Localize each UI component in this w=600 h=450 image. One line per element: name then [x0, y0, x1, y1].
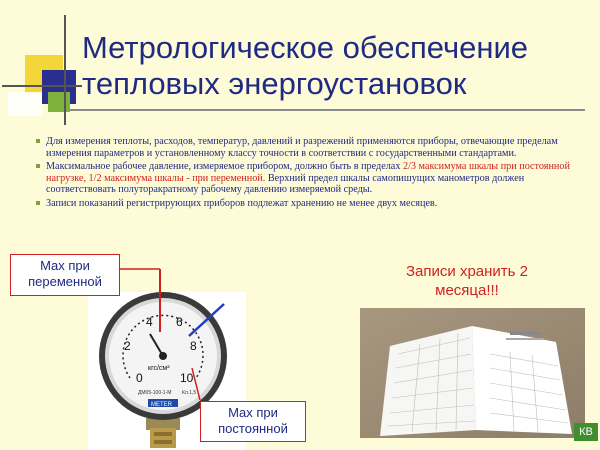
gauge-tick-label: 2 — [124, 339, 131, 353]
storage-note-line: месяца!!! — [435, 282, 499, 299]
gauge-tick-label: 6 — [176, 315, 183, 329]
callout-text: Мах при — [40, 258, 90, 273]
gauge-tick-label: 8 — [190, 339, 197, 353]
callout-text: постоянной — [218, 421, 288, 436]
callout-max-variable — [10, 254, 120, 296]
slide-title-line2: тепловых энергоустановок — [82, 66, 467, 101]
gauge-class-label: Кл.1,5 — [182, 390, 197, 396]
gauge-tick-label: 4 — [146, 315, 153, 329]
gauge-tick-label: 10 — [180, 371, 194, 385]
logbook-photo — [360, 308, 585, 438]
gauge-model-label: ДМ05-100-1-М — [138, 390, 172, 396]
callout-max-constant — [200, 401, 306, 442]
storage-note — [392, 262, 542, 300]
bullet-text: Максимальное рабочее давление, измеряемое прибором, должно быть в пределах — [46, 161, 403, 172]
bullet-text-highlight: 2/3 максимума шкалы при постоянной нагрузке, 1/2 максимума шкалы - при переменной. — [46, 161, 570, 184]
gauge-tick-label: 0 — [136, 371, 143, 385]
gauge-brand-label: METER — [151, 402, 172, 408]
bullet-text: Для измерения теплоты, расходов, температур, давлений и разрежений применяются приборы, отвечающие пределам измерения параметров и установленному классу точности в соответствии с государственными стандартами. — [46, 136, 558, 159]
bullet-text: Верхний предел шкалы самопишущих манометров должен соответствовать полуторакратному рабочему давлению измеряемой среды. — [46, 172, 525, 195]
corner-badge: КВ — [574, 423, 598, 441]
storage-note-line: Записи хранить 2 — [406, 263, 528, 280]
gauge-unit-label: кгс/см² — [148, 365, 170, 372]
callout-text: Мах при — [228, 405, 278, 420]
slide-title-line1: Метрологическое обеспечение — [82, 30, 529, 65]
callout-text: переменной — [28, 274, 102, 289]
bullet-text: Записи показаний регистрирующих приборов подлежат хранению не менее двух месяцев. — [46, 197, 438, 209]
